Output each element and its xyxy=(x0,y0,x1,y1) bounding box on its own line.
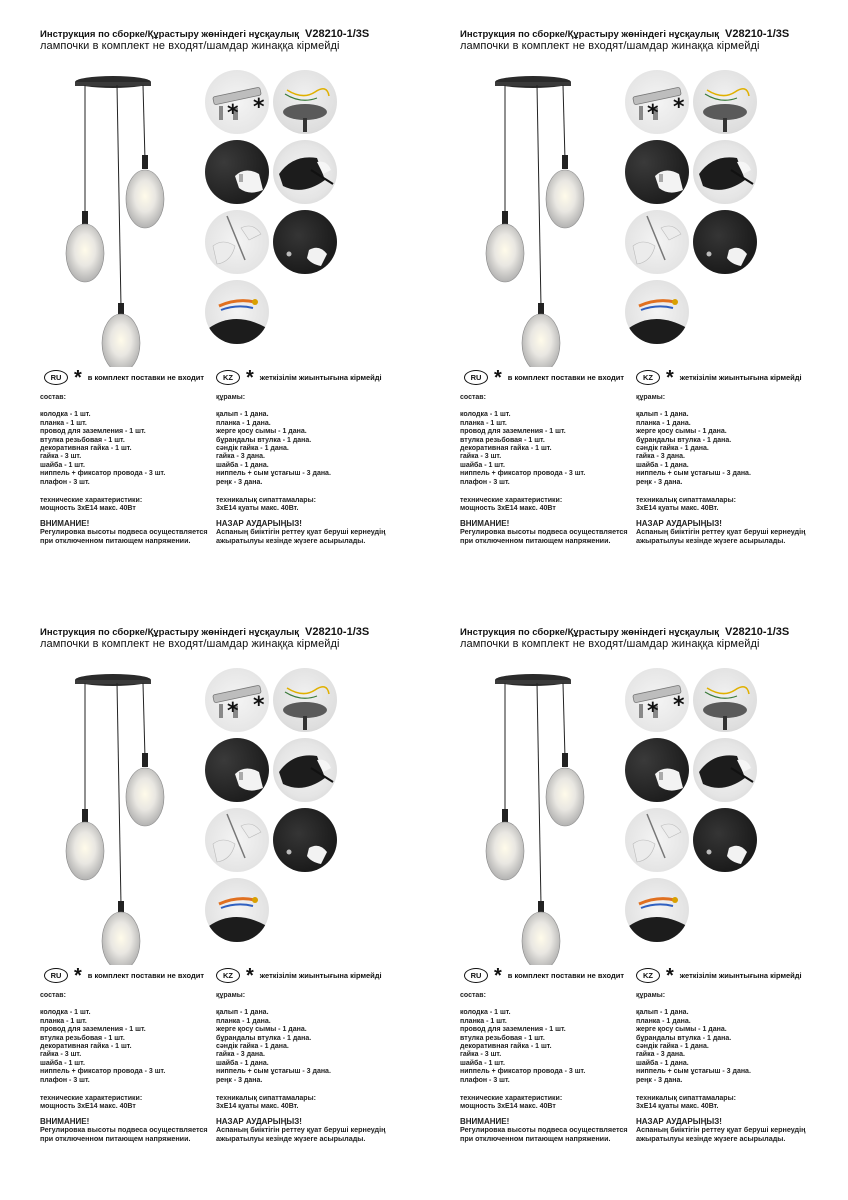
ru-warning-line: при отключенном питающем напряжении. xyxy=(460,535,611,545)
kz-not-included-text: жеткізілім жиынтығына кірмейді xyxy=(259,971,382,980)
list-item: жерге қосу сымы - 1 дана. xyxy=(636,1026,727,1034)
ru-warning-line: при отключенном питающем напряжении. xyxy=(40,535,191,545)
shade-left xyxy=(66,224,104,282)
model-number: V28210-1/3S xyxy=(305,626,370,638)
list-item: провод для заземления - 1 шт. xyxy=(40,1026,146,1034)
step-2-wiring-canopy-photo xyxy=(273,70,337,134)
instruction-panel xyxy=(450,620,848,1200)
ru-warning-line: Регулировка высоты подвеса осуществляется xyxy=(40,527,208,537)
bulbs-not-included-note: лампочки в комплект не входят/шамдар жинаққа кірмейді xyxy=(460,40,760,52)
kz-tech-value: 3xE14 қуаты макс. 40Вт. xyxy=(636,1103,719,1111)
kz-contents-heading: құрамы: xyxy=(636,992,666,999)
ru-contents-list xyxy=(460,411,630,487)
list-item: бұрандалы втулка - 1 дана. xyxy=(216,1034,312,1042)
list-item: реңк - 3 дана. xyxy=(636,478,683,486)
ru-not-included-text: в комплект поставки не входит xyxy=(507,373,625,382)
ru-specification xyxy=(40,394,210,545)
step-5-cable-adjust-photo xyxy=(205,808,269,872)
list-item: декоративная гайка - 1 шт. xyxy=(460,1043,552,1051)
list-item: плафон - 3 шт. xyxy=(460,1076,510,1084)
holder-right xyxy=(142,155,148,169)
kz-warning-line: Аспаның биіктігін реттеу қуат беруші кернеудің xyxy=(216,1125,386,1135)
step-4-cable-fixing-photo xyxy=(693,738,757,802)
ru-not-included-text: в комплект поставки не входит xyxy=(87,971,205,980)
step-5-cable-adjust-photo xyxy=(625,808,689,872)
step-3-canopy-mount-photo xyxy=(205,140,269,204)
model-number: V28210-1/3S xyxy=(725,626,790,638)
ru-contents-list xyxy=(40,411,210,487)
kz-warning-heading: НАЗАР АУДАРЫҢЫЗ! xyxy=(636,518,722,528)
list-item: планка - 1 шт. xyxy=(460,1017,507,1025)
list-item: реңк - 3 дана. xyxy=(216,478,263,486)
ru-tech-value: мощность 3xE14 макс. 40Вт xyxy=(40,505,136,513)
step-6-canopy-screw-photo xyxy=(693,808,757,872)
asterisk-icon: * xyxy=(666,964,674,987)
svg-text:*: * xyxy=(673,95,685,120)
list-item: ниппель + фиксатор провода - 3 шт. xyxy=(460,470,586,478)
kz-tech-heading: техникалық сипаттамалары: xyxy=(216,1095,316,1103)
list-item: планка - 1 дана. xyxy=(636,419,691,427)
list-item: декоративная гайка - 1 шт. xyxy=(460,445,552,453)
list-item: плафон - 3 шт. xyxy=(460,478,510,486)
ru-warning-heading: ВНИМАНИЕ! xyxy=(460,1116,510,1126)
step-7-power-connection-photo xyxy=(625,878,689,942)
cable-right xyxy=(143,85,145,160)
shade-left xyxy=(486,822,524,880)
list-item: шайба - 1 дана. xyxy=(636,461,689,469)
list-item: бұрандалы втулка - 1 дана. xyxy=(636,1034,732,1042)
holder-left xyxy=(502,211,508,225)
holder-right xyxy=(562,753,568,767)
list-item: плафон - 3 шт. xyxy=(40,478,90,486)
assembly-steps xyxy=(205,70,345,360)
pendant-lamp-illustration xyxy=(55,67,195,367)
kz-contents-list xyxy=(216,411,406,487)
list-item: втулка резьбовая - 1 шт. xyxy=(40,436,125,444)
ru-contents-list xyxy=(40,1009,210,1085)
list-item: втулка резьбовая - 1 шт. xyxy=(460,1034,545,1042)
kz-tech-heading: техникалық сипаттамалары: xyxy=(636,497,736,505)
kz-specification xyxy=(216,394,406,545)
list-item: сәндік гайка - 1 дана. xyxy=(636,445,709,453)
document-title: Инструкция по сборке/Құрастыру жөніндегі нұсқаулық V28210-1/3S xyxy=(460,626,790,638)
svg-text:*: * xyxy=(647,101,659,126)
pendant-lamp-illustration xyxy=(475,665,615,965)
ru-warning-line: при отключенном питающем напряжении. xyxy=(40,1133,191,1143)
ru-specification xyxy=(460,394,630,545)
asterisk-icon: * xyxy=(74,366,82,389)
canopy-rim xyxy=(75,680,151,684)
list-item: сәндік гайка - 1 дана. xyxy=(216,1043,289,1051)
kz-warning-line: ажыратылуы кезінде жүзеге асырылады. xyxy=(216,1133,366,1143)
list-item: декоративная гайка - 1 шт. xyxy=(40,445,132,453)
kz-tech-heading: техникалық сипаттамалары: xyxy=(216,497,316,505)
pendant-lamp-illustration xyxy=(475,67,615,367)
list-item: ниппель + фиксатор провода - 3 шт. xyxy=(40,470,166,478)
list-item: колодка - 1 шт. xyxy=(40,1009,91,1017)
list-item: қалып - 1 дана. xyxy=(216,1009,269,1017)
holder-left xyxy=(502,809,508,823)
ru-warning-line: Регулировка высоты подвеса осуществляется xyxy=(40,1125,208,1135)
holder-right xyxy=(562,155,568,169)
assembly-steps xyxy=(625,668,765,958)
shade-left xyxy=(486,224,524,282)
svg-text:*: * xyxy=(253,95,265,120)
list-item: шайба - 1 шт. xyxy=(460,1059,505,1067)
kz-contents-heading: құрамы: xyxy=(216,394,246,401)
kz-contents-list xyxy=(636,411,826,487)
asterisk-icon: * xyxy=(246,964,254,987)
cable-right xyxy=(143,683,145,758)
step-2-wiring-canopy-photo xyxy=(693,70,757,134)
instruction-panel xyxy=(30,22,430,602)
list-item: планка - 1 шт. xyxy=(40,419,87,427)
step-1-mounting-plate-photo xyxy=(625,70,689,134)
ru-contents-list xyxy=(460,1009,630,1085)
ru-warning-line: Регулировка высоты подвеса осуществляется xyxy=(460,527,628,537)
kz-not-included-legend xyxy=(636,964,802,987)
step-6-canopy-screw-photo xyxy=(273,210,337,274)
ru-warning-heading: ВНИМАНИЕ! xyxy=(40,1116,90,1126)
step-1-mounting-plate-photo xyxy=(205,668,269,732)
cable-center xyxy=(117,85,121,307)
list-item: гайка - 3 дана. xyxy=(636,453,685,461)
shade-right xyxy=(546,768,584,826)
kz-tech-value: 3xE14 қуаты макс. 40Вт. xyxy=(216,1103,299,1111)
list-item: бұрандалы втулка - 1 дана. xyxy=(636,436,732,444)
instruction-panel xyxy=(30,620,430,1200)
kz-specification xyxy=(636,992,826,1143)
list-item: ниппель + сым ұстағыш - 3 дана. xyxy=(636,1068,751,1076)
ru-not-included-legend xyxy=(44,366,205,389)
ru-tech-heading: технические характеристики: xyxy=(40,1095,143,1103)
ru-language-badge: RU xyxy=(464,370,488,385)
ru-contents-heading: состав: xyxy=(40,394,66,401)
list-item: реңк - 3 дана. xyxy=(216,1076,263,1084)
list-item: втулка резьбовая - 1 шт. xyxy=(40,1034,125,1042)
kz-language-badge: KZ xyxy=(216,968,240,983)
list-item: ниппель + фиксатор провода - 3 шт. xyxy=(460,1068,586,1076)
list-item: жерге қосу сымы - 1 дана. xyxy=(636,428,727,436)
holder-left xyxy=(82,809,88,823)
model-number: V28210-1/3S xyxy=(305,28,370,40)
ru-specification xyxy=(460,992,630,1143)
list-item: сәндік гайка - 1 дана. xyxy=(636,1043,709,1051)
step-3-canopy-mount-photo xyxy=(205,738,269,802)
ru-tech-value: мощность 3xE14 макс. 40Вт xyxy=(460,505,556,513)
kz-tech-value: 3xE14 қуаты макс. 40Вт. xyxy=(636,505,719,513)
list-item: гайка - 3 шт. xyxy=(40,1051,82,1059)
shade-left xyxy=(66,822,104,880)
list-item: втулка резьбовая - 1 шт. xyxy=(460,436,545,444)
bulbs-not-included-note: лампочки в комплект не входят/шамдар жинаққа кірмейді xyxy=(460,638,760,650)
canopy-rim xyxy=(495,82,571,86)
step-5-cable-adjust-photo xyxy=(625,210,689,274)
list-item: бұрандалы втулка - 1 дана. xyxy=(216,436,312,444)
svg-text:*: * xyxy=(673,693,685,718)
list-item: жерге қосу сымы - 1 дана. xyxy=(216,428,307,436)
cable-center xyxy=(537,683,541,905)
kz-warning-heading: НАЗАР АУДАРЫҢЫЗ! xyxy=(216,1116,302,1126)
step-7-power-connection-photo xyxy=(205,878,269,942)
asterisk-icon: * xyxy=(246,366,254,389)
list-item: сәндік гайка - 1 дана. xyxy=(216,445,289,453)
kz-tech-value: 3xE14 қуаты макс. 40Вт. xyxy=(216,505,299,513)
step-7-power-connection-photo xyxy=(625,280,689,344)
kz-specification xyxy=(636,394,826,545)
cable-right xyxy=(563,683,565,758)
list-item: планка - 1 шт. xyxy=(460,419,507,427)
kz-language-badge: KZ xyxy=(636,968,660,983)
shade-center xyxy=(522,912,560,965)
kz-contents-heading: құрамы: xyxy=(216,992,246,999)
holder-right xyxy=(142,753,148,767)
kz-warning-line: ажыратылуы кезінде жүзеге асырылады. xyxy=(216,535,366,545)
step-2-wiring-canopy-photo xyxy=(273,668,337,732)
ru-warning-line: Регулировка высоты подвеса осуществляется xyxy=(460,1125,628,1135)
kz-not-included-text: жеткізілім жиынтығына кірмейді xyxy=(259,373,382,382)
kz-warning-line: Аспаның биіктігін реттеу қуат беруші кернеудің xyxy=(636,527,806,537)
step-4-cable-fixing-photo xyxy=(273,140,337,204)
ru-not-included-text: в комплект поставки не входит xyxy=(507,971,625,980)
ru-language-badge: RU xyxy=(44,968,68,983)
ru-language-badge: RU xyxy=(464,968,488,983)
list-item: планка - 1 дана. xyxy=(636,1017,691,1025)
instruction-panel xyxy=(450,22,848,602)
list-item: декоративная гайка - 1 шт. xyxy=(40,1043,132,1051)
list-item: шайба - 1 дана. xyxy=(216,1059,269,1067)
list-item: колодка - 1 шт. xyxy=(460,411,511,419)
ru-warning-heading: ВНИМАНИЕ! xyxy=(460,518,510,528)
kz-warning-line: ажыратылуы кезінде жүзеге асырылады. xyxy=(636,535,786,545)
step-6-canopy-screw-photo xyxy=(693,210,757,274)
list-item: ниппель + фиксатор провода - 3 шт. xyxy=(40,1068,166,1076)
document-title: Инструкция по сборке/Құрастыру жөніндегі нұсқаулық V28210-1/3S xyxy=(460,28,790,40)
asterisk-icon: * xyxy=(494,366,502,389)
assembly-steps xyxy=(625,70,765,360)
shade-right xyxy=(126,768,164,826)
list-item: гайка - 3 дана. xyxy=(216,1051,265,1059)
shade-right xyxy=(126,170,164,228)
svg-text:*: * xyxy=(227,699,239,724)
step-4-cable-fixing-photo xyxy=(273,738,337,802)
cable-center xyxy=(117,683,121,905)
step-7-power-connection-photo xyxy=(205,280,269,344)
kz-warning-heading: НАЗАР АУДАРЫҢЫЗ! xyxy=(216,518,302,528)
ru-warning-line: при отключенном питающем напряжении. xyxy=(460,1133,611,1143)
ru-language-badge: RU xyxy=(44,370,68,385)
list-item: провод для заземления - 1 шт. xyxy=(460,1026,566,1034)
shade-right xyxy=(546,170,584,228)
kz-contents-list xyxy=(216,1009,406,1085)
kz-not-included-legend xyxy=(216,366,382,389)
step-1-mounting-plate-photo xyxy=(205,70,269,134)
kz-warning-line: Аспаның биіктігін реттеу қуат беруші кернеудің xyxy=(216,527,386,537)
asterisk-icon: * xyxy=(666,366,674,389)
svg-text:*: * xyxy=(227,101,239,126)
ru-not-included-text: в комплект поставки не входит xyxy=(87,373,205,382)
document-title: Инструкция по сборке/Құрастыру жөніндегі нұсқаулық V28210-1/3S xyxy=(40,626,370,638)
ru-warning-heading: ВНИМАНИЕ! xyxy=(40,518,90,528)
kz-language-badge: KZ xyxy=(216,370,240,385)
svg-text:*: * xyxy=(647,699,659,724)
step-3-canopy-mount-photo xyxy=(625,738,689,802)
list-item: реңк - 3 дана. xyxy=(636,1076,683,1084)
list-item: қалып - 1 дана. xyxy=(216,411,269,419)
ru-not-included-legend xyxy=(464,366,625,389)
kz-tech-heading: техникалық сипаттамалары: xyxy=(636,1095,736,1103)
list-item: гайка - 3 шт. xyxy=(40,453,82,461)
ru-tech-heading: технические характеристики: xyxy=(460,497,563,505)
step-6-canopy-screw-photo xyxy=(273,808,337,872)
ru-not-included-legend xyxy=(44,964,205,987)
cable-right xyxy=(563,85,565,160)
kz-language-badge: KZ xyxy=(636,370,660,385)
list-item: колодка - 1 шт. xyxy=(460,1009,511,1017)
step-3-canopy-mount-photo xyxy=(625,140,689,204)
list-item: гайка - 3 дана. xyxy=(636,1051,685,1059)
list-item: қалып - 1 дана. xyxy=(636,411,689,419)
step-5-cable-adjust-photo xyxy=(205,210,269,274)
kz-warning-line: ажыратылуы кезінде жүзеге асырылады. xyxy=(636,1133,786,1143)
kz-not-included-text: жеткізілім жиынтығына кірмейді xyxy=(679,373,802,382)
pendant-lamp-illustration xyxy=(55,665,195,965)
ru-tech-heading: технические характеристики: xyxy=(460,1095,563,1103)
ru-not-included-legend xyxy=(464,964,625,987)
kz-not-included-legend xyxy=(636,366,802,389)
asterisk-icon: * xyxy=(74,964,82,987)
kz-warning-line: Аспаның биіктігін реттеу қуат беруші кернеудің xyxy=(636,1125,806,1135)
ru-tech-value: мощность 3xE14 макс. 40Вт xyxy=(40,1103,136,1111)
list-item: гайка - 3 шт. xyxy=(460,1051,502,1059)
list-item: шайба - 1 дана. xyxy=(636,1059,689,1067)
kz-warning-heading: НАЗАР АУДАРЫҢЫЗ! xyxy=(636,1116,722,1126)
list-item: жерге қосу сымы - 1 дана. xyxy=(216,1026,307,1034)
list-item: планка - 1 дана. xyxy=(216,1017,271,1025)
cable-center xyxy=(537,85,541,307)
list-item: шайба - 1 шт. xyxy=(460,461,505,469)
shade-center xyxy=(102,314,140,367)
list-item: ниппель + сым ұстағыш - 3 дана. xyxy=(636,470,751,478)
list-item: провод для заземления - 1 шт. xyxy=(460,428,566,436)
shade-center xyxy=(102,912,140,965)
list-item: провод для заземления - 1 шт. xyxy=(40,428,146,436)
list-item: шайба - 1 дана. xyxy=(216,461,269,469)
list-item: колодка - 1 шт. xyxy=(40,411,91,419)
list-item: ниппель + сым ұстағыш - 3 дана. xyxy=(216,1068,331,1076)
asterisk-icon: * xyxy=(494,964,502,987)
list-item: планка - 1 дана. xyxy=(216,419,271,427)
kz-contents-heading: құрамы: xyxy=(636,394,666,401)
kz-specification xyxy=(216,992,406,1143)
shade-center xyxy=(522,314,560,367)
step-1-mounting-plate-photo xyxy=(625,668,689,732)
model-number: V28210-1/3S xyxy=(725,28,790,40)
ru-contents-heading: состав: xyxy=(460,394,486,401)
ru-contents-heading: состав: xyxy=(460,992,486,999)
list-item: гайка - 3 дана. xyxy=(216,453,265,461)
assembly-steps xyxy=(205,668,345,958)
list-item: шайба - 1 шт. xyxy=(40,1059,85,1067)
list-item: плафон - 3 шт. xyxy=(40,1076,90,1084)
ru-tech-value: мощность 3xE14 макс. 40Вт xyxy=(460,1103,556,1111)
kz-contents-list xyxy=(636,1009,826,1085)
list-item: гайка - 3 шт. xyxy=(460,453,502,461)
list-item: шайба - 1 шт. xyxy=(40,461,85,469)
step-2-wiring-canopy-photo xyxy=(693,668,757,732)
holder-left xyxy=(82,211,88,225)
canopy-rim xyxy=(495,680,571,684)
bulbs-not-included-note: лампочки в комплект не входят/шамдар жинаққа кірмейді xyxy=(40,638,340,650)
step-4-cable-fixing-photo xyxy=(693,140,757,204)
ru-tech-heading: технические характеристики: xyxy=(40,497,143,505)
ru-contents-heading: состав: xyxy=(40,992,66,999)
list-item: қалып - 1 дана. xyxy=(636,1009,689,1017)
svg-text:*: * xyxy=(253,693,265,718)
bulbs-not-included-note: лампочки в комплект не входят/шамдар жинаққа кірмейді xyxy=(40,40,340,52)
ru-specification xyxy=(40,992,210,1143)
kz-not-included-text: жеткізілім жиынтығына кірмейді xyxy=(679,971,802,980)
canopy-rim xyxy=(75,82,151,86)
list-item: планка - 1 шт. xyxy=(40,1017,87,1025)
document-title: Инструкция по сборке/Құрастыру жөніндегі нұсқаулық V28210-1/3S xyxy=(40,28,370,40)
kz-not-included-legend xyxy=(216,964,382,987)
list-item: ниппель + сым ұстағыш - 3 дана. xyxy=(216,470,331,478)
